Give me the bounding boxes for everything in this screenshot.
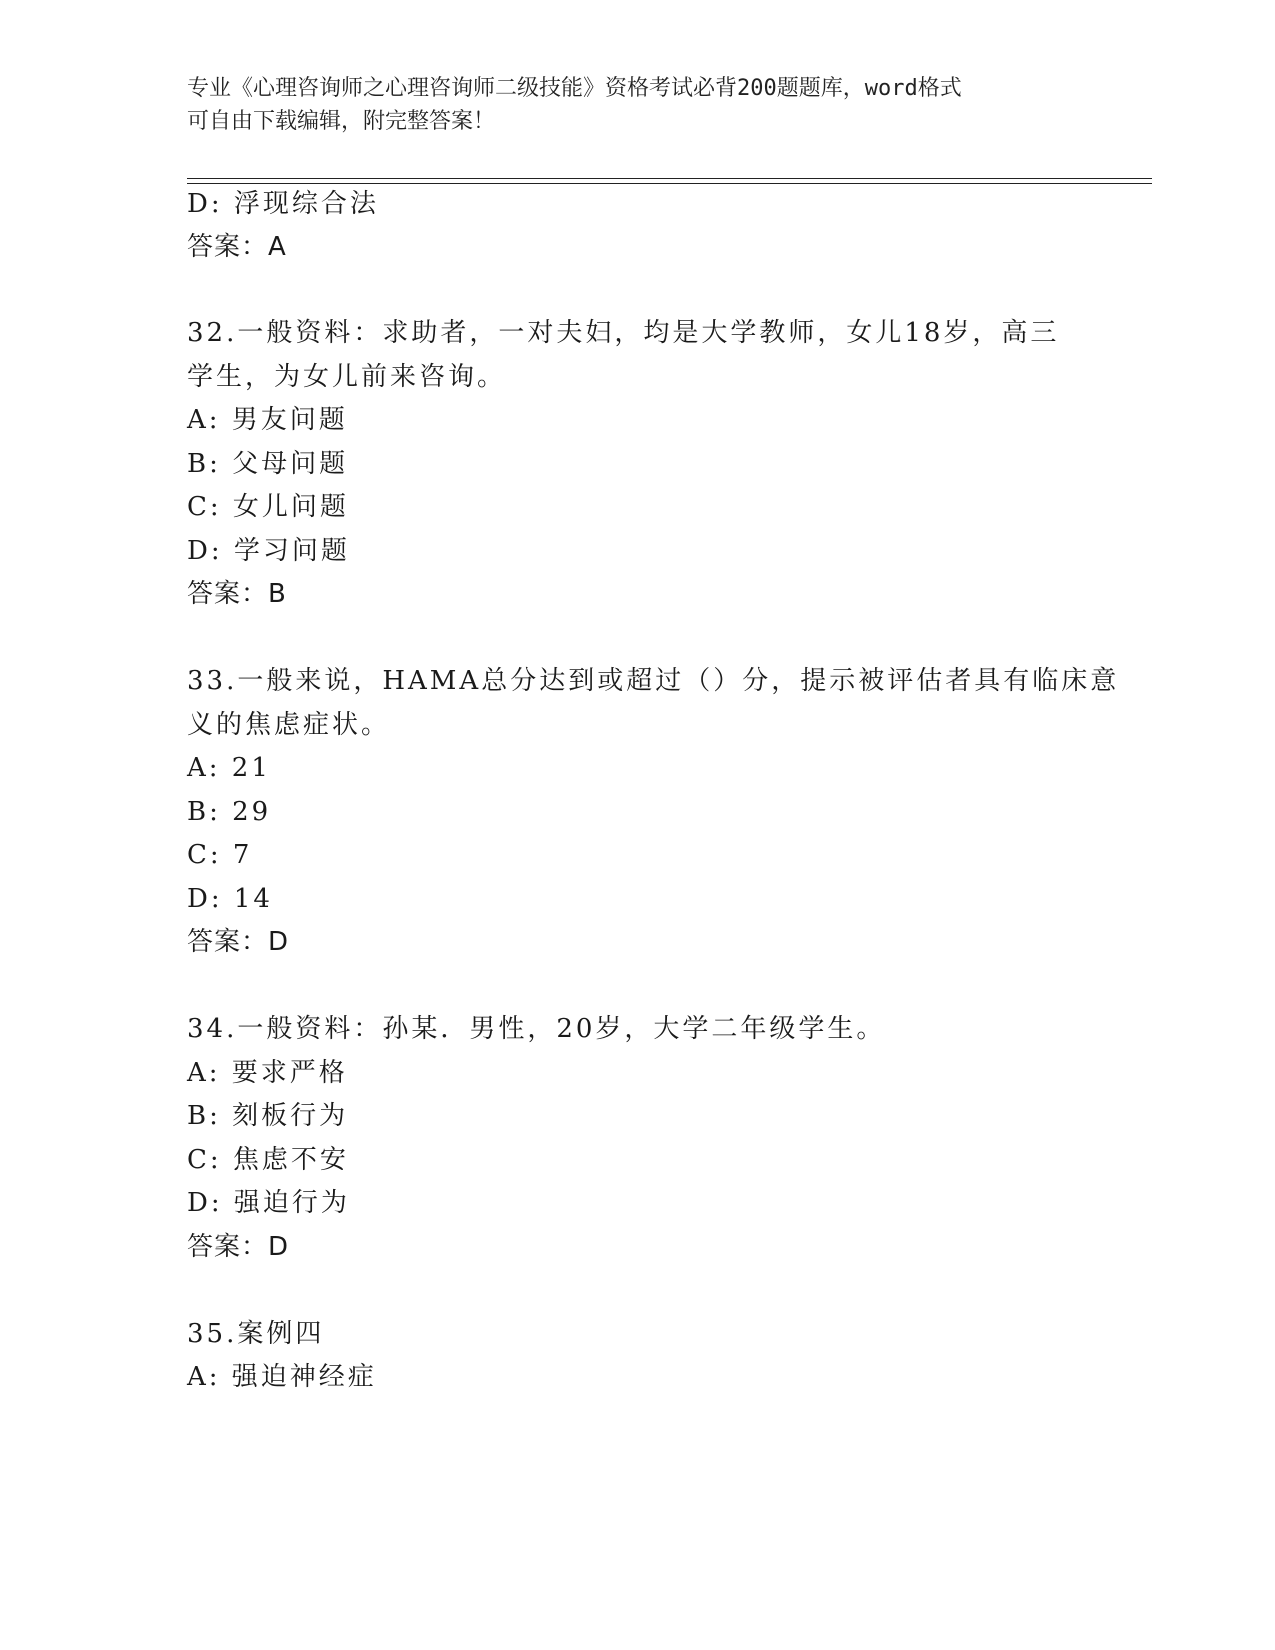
option-a: A: 男友问题 <box>187 405 348 435</box>
option-c: C: 7 <box>187 840 253 870</box>
header-rule-bottom <box>187 183 1152 184</box>
question-stem: 33.一般来说，HAMA总分达到或超过（）分，提示被评估者具有临床意 <box>187 666 1120 696</box>
answer-line: 答案：B <box>187 579 287 609</box>
question-stem: 34.一般资料：孙某．男性，20岁，大学二年级学生。 <box>187 1014 886 1044</box>
option-a: A: 21 <box>187 753 271 783</box>
header-rule-top <box>187 178 1152 179</box>
question-stem: 35.案例四 <box>187 1319 325 1349</box>
answer-line: 答案：A <box>187 232 287 262</box>
question-stem: 32.一般资料：求助者，一对夫妇，均是大学教师，女儿18岁，高三 <box>187 318 1060 348</box>
header-line-2: 可自由下载编辑，附完整答案！ <box>187 109 496 134</box>
question-stem-continued: 学生，为女儿前来咨询。 <box>187 362 507 392</box>
header-line-1: 专业《心理咨询师之心理咨询师二级技能》资格考试必背200题题库，word格式 <box>187 76 962 101</box>
option-d: D: 14 <box>187 884 273 914</box>
option-b: B: 刻板行为 <box>187 1101 349 1131</box>
option-d: D: 强迫行为 <box>187 1188 350 1218</box>
option-d: D: 学习问题 <box>187 536 350 566</box>
option-c: C: 女儿问题 <box>187 492 349 522</box>
option-c: C: 焦虑不安 <box>187 1145 349 1175</box>
answer-line: 答案：D <box>187 927 290 957</box>
option-d: D: 浮现综合法 <box>187 189 379 219</box>
option-a: A: 强迫神经症 <box>187 1362 377 1392</box>
answer-line: 答案：D <box>187 1232 290 1262</box>
option-b: B: 29 <box>187 797 272 827</box>
document-header <box>187 72 1087 138</box>
question-stem-continued: 义的焦虑症状。 <box>187 710 391 740</box>
option-a: A: 要求严格 <box>187 1058 348 1088</box>
option-b: B: 父母问题 <box>187 449 349 479</box>
